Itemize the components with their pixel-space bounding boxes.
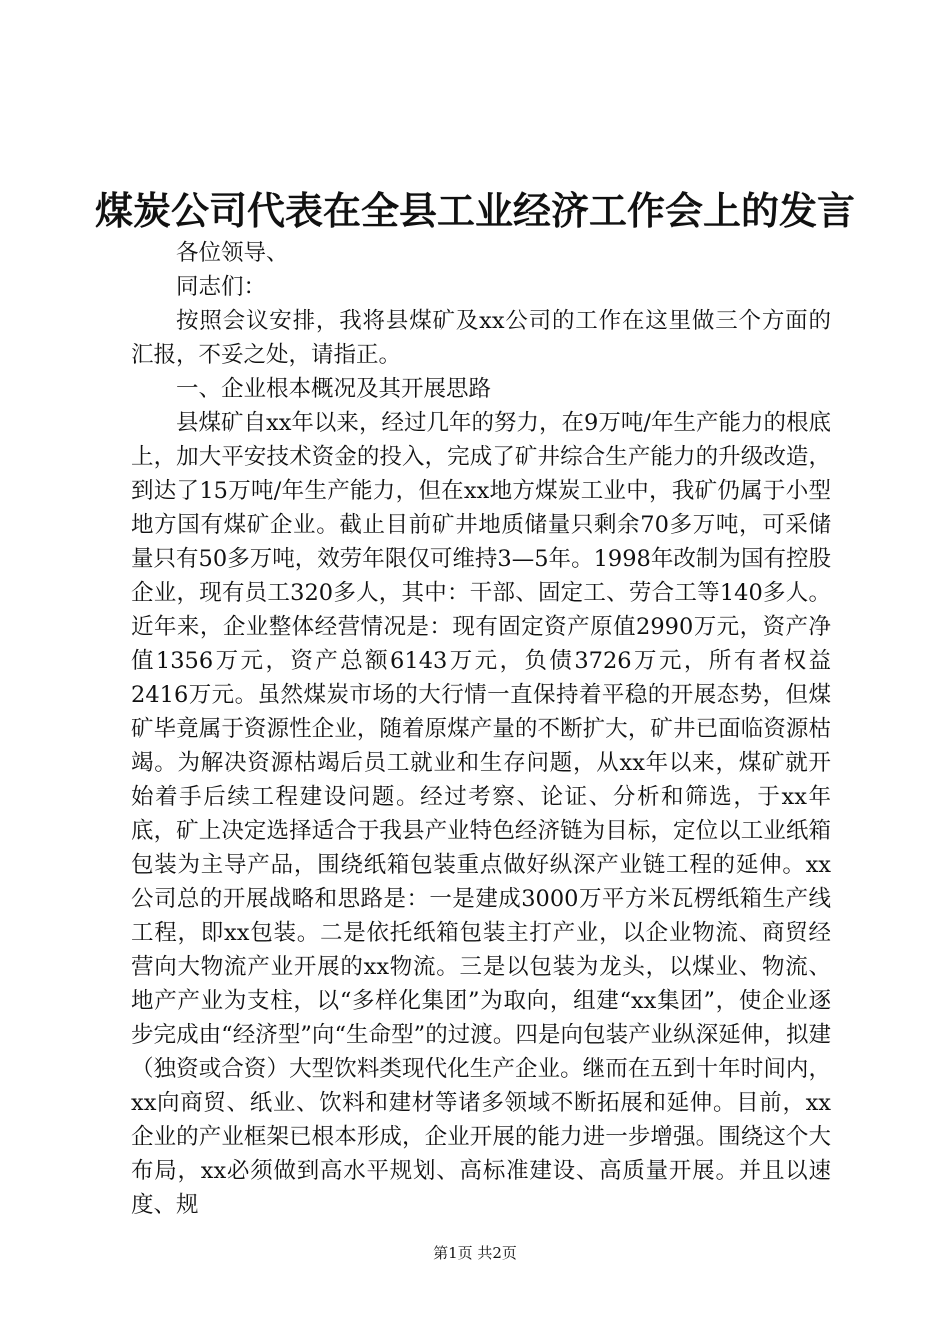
document-title: 煤炭公司代表在全县工业经济工作会上的发言 [94,188,855,233]
document-body [131,236,831,1222]
section-heading: 一、企业根本概况及其开展思路 [176,376,492,402]
paragraph-salutation-leaders: 各位领导、 [176,240,289,266]
paragraph-main: 县煤矿自xx年以来，经过几年的努力，在9万吨/年生产能力的根底上，加大平安技术资金的投入，完成了矿井综合生产能力的升级改造，到达了15万吨/年生产能力，但在xx地方煤炭工业中，我矿仍属于小型地方国有煤矿企业。截止目前矿井地质储量只剩余70多万吨，可采储量只有50多万吨，效劳年限仅可维持3—5年。1998年改制为国有控股企业，现有员工320多人，其中：干部、固定工、劳合工等140多人。近年来，企业整体经营情况是：现有固定资产原值2990万元，资产净值1356万元，资产总额6143万元，负债3726万元，所有者权益2416万元。虽然煤炭市场的大行情一直保持着平稳的开展态势，但煤矿毕竟属于资源性企业，随着原煤产量的不断扩大，矿井已面临资源枯竭。为解决资源枯竭后员工就业和生存问题，从xx年以来，煤矿就开始着手后续工程建设问题。经过考察、论证、分析和筛选，于xx年底，矿上决定选择适合于我县产业特色经济链为目标，定位以工业纸箱包装为主导产品，围绕纸箱包装重点做好纵深产业链工程的延伸。xx公司总的开展战略和思路是：一是建成3000万平方米瓦楞纸箱生产线工程，即xx包装。二是依托纸箱包装主打产业，以企业物流、商贸经营向大物流产业开展的xx物流。三是以包装为龙头，以煤业、物流、地产产业为支柱，以“多样化集团”为取向，组建“xx集团”，使企业逐步完成由“经济型”向“生命型”的过渡。四是向包装产业纵深延伸，拟建（独资或合资）大型饮料类现代化生产企业。继而在五到十年时间内，xx向商贸、纸业、饮料和建材等诸多领域不断拓展和延伸。目前，xx企业的产业框架已根本形成，企业开展的能力进一步增强。围绕这个大布局，xx必须做到高水平规划、高标准建设、高质量开展。并且以速度、规 [131,410,831,1218]
paragraph-intro: 按照会议安排，我将县煤矿及xx公司的工作在这里做三个方面的汇报，不妥之处，请指正。 [131,308,831,368]
paragraph-salutation-comrades: 同志们： [176,274,267,300]
page-footer: 第1页 共2页 [433,1244,517,1262]
